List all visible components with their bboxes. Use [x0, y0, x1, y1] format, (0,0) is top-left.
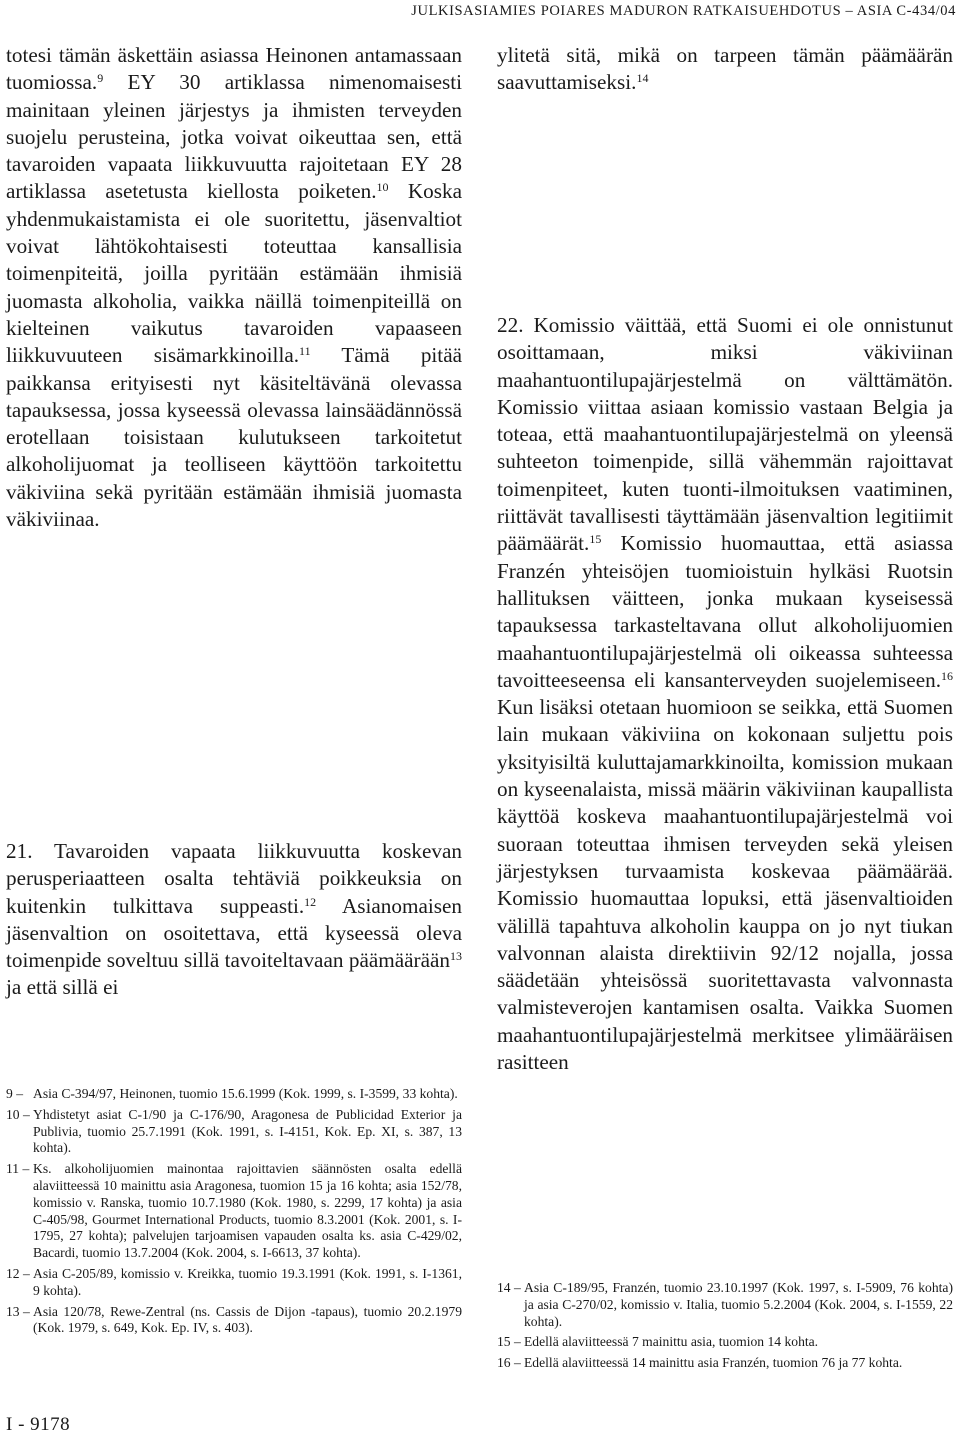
right-footnotes: [497, 1280, 953, 1376]
paragraph-text: Koska yhdenmukaistamista ei ole suoritettu, jäsenvaltiot voivat lähtökohtaisesti toteuttaa kansallisia toimenpiteitä, joilla pyritään estämään ihmisiä juomasta alkoholia, vaikka näillä toimenpiteillä on kielteinen vaikutus tavaroiden vapaaseen liikkuvuuteen sisämarkkinoilla.: [6, 179, 462, 368]
footnote-label: 15 –: [497, 1334, 521, 1350]
footnote-label: 12 –: [6, 1265, 30, 1281]
running-title: JULKISASIAMIES POIARES MADURON RATKAISUEHDOTUS – ASIA C-434/04: [411, 3, 956, 19]
left-column: [6, 42, 462, 533]
footnote-ref-13[interactable]: 13: [450, 949, 462, 964]
paragraph-text: EY 30 artiklassa nimenomaisesti mainitaan yleinen järjestys ja ihmisten terveyden suojelu perusteina, jotka voivat oikeuttaa sen, että tavaroiden vapaata liikkuvuutta rajoitetaan EY 28 artiklassa asetetusta kiellosta poiketen.: [6, 70, 462, 204]
paragraph-continued: [497, 42, 953, 97]
paragraph-text: Tämä pitää paikkansa erityisesti nyt käsiteltävänä olevassa tapauksessa, jossa kyseessä olevassa lainsäädännössä erotellaan toisistaan kulutukseen tarkoitetut alkoholijuomat ja teolliseen käyttöön tarkoitettu väkiviina sekä pyritään estämään ihmisiä juomasta väkiviinaa.: [6, 343, 462, 532]
footnote-ref-16[interactable]: 16: [941, 668, 953, 683]
footnote: [497, 1334, 953, 1351]
paragraph-text: Komissio huomauttaa, että asiassa Franzén yhteisöjen tuomioistuin hylkäsi Ruotsin hallituksen väitteen, jonka mukaan kyseisessä tapauksessa tarkasteltavana ollut alkoholijuomien maahantuontilupajärjestelmä oli oikeassa suhteessa tavoitteeseensa eli kansanterveyden suojelemiseen.: [497, 531, 953, 692]
paragraph-text: Asianomaisen jäsenvaltion on osoitettava, että kyseessä oleva toimenpide soveltuu sillä tavoiteltavaan päämäärään: [6, 893, 462, 973]
footnote-text: Asia C-394/97, Heinonen, tuomio 15.6.1999 (Kok. 1999, s. I-3599, 33 kohta).: [33, 1086, 458, 1101]
footnote: [497, 1280, 953, 1330]
footnote-text: Edellä alaviitteessä 14 mainittu asia Franzén, tuomion 76 ja 77 kohta.: [524, 1355, 903, 1371]
footnote-ref-15[interactable]: 15: [589, 532, 602, 547]
footnote: [6, 1266, 462, 1300]
footnote: [6, 1161, 462, 1262]
footnote-ref-11[interactable]: 11: [299, 344, 311, 359]
footnote: [6, 1107, 462, 1157]
footnote-label: 16 –: [497, 1355, 521, 1371]
paragraph-text: Kun lisäksi otetaan huomioon se seikka, että Suomen lain mukaan väkiviina on kokonaan suljettu pois yksityisiltä kuluttajamarkkinoilta, komission mukaan on kyseenalaista, missä määrin väkiviinan kaupallista käyttöä koskeva maahantuontilupajärjestelmä voi suoraan toteuttaa ihmisen terveyden sekä yleisen järjestyksen turvaamista koskevaa päämäärää. Komissio huomauttaa lopuksi, että jäsenvaltioiden välillä tapahtuva alkoholin kauppa on jo nyt tiukan valvonnan alaista direktiivin 92/12 nojalla, jossa säädetään yhteisössä suoritettavasta valvonnasta valmisteverojen kantamisen osalta. Vaikka Suomen maahantuontilupajärjestelmä merkitsee ylimääräisen rasitteen: [497, 695, 953, 1075]
paragraph-number: 21.: [6, 839, 33, 863]
paragraph-22: [497, 312, 953, 1076]
footnote-label: 14 –: [497, 1280, 521, 1295]
footnote-text: Asia C-205/89, komissio v. Kreikka, tuomio 19.3.1991 (Kok. 1991, s. I-1361, 9 kohta).: [33, 1265, 462, 1298]
page-number: I - 9178: [6, 1414, 71, 1435]
paragraph-continued: [6, 42, 462, 533]
paragraph-number: 22.: [497, 313, 524, 337]
footnote-text: Yhdistetyt asiat C-1/90 ja C-176/90, Aragonesa de Publicidad Exterior ja Publivia, tuomio 25.7.1991 (Kok. 1991, s. I-4151, Kok. Ep. XI, s. 387, 13 kohta).: [33, 1106, 462, 1156]
paragraph-21: [6, 838, 462, 1002]
footnote-label: 10 –: [6, 1106, 30, 1122]
footnote-ref-12[interactable]: 12: [304, 894, 317, 909]
paragraph-text: ja että sillä ei: [6, 975, 119, 1000]
footnote-ref-14[interactable]: 14: [636, 71, 649, 86]
footnote: [6, 1304, 462, 1338]
paragraph-text: ylitetä sitä, mikä on tarpeen tämän päämäärän saavuttamiseksi.: [497, 43, 953, 95]
footnote-text: Ks. alkoholijuomien mainontaa rajoittavien säännösten osalta edellä alaviitteessä 10 mainittu asia Aragonesa, tuomion 15 ja 16 kohta; asia 152/78, komissio v. Ranska, tuomio 10.7.1980 (Kok. 1980, s. 2299, 17 kohta) ja asia C-405/98, Gourmet International Products, tuomio 8.3.2001 (Kok. 2001, s. I-1795, 27 kohta); palvelujen tarjoamisen vapauden osalta ks. asia C-429/02, Bacardi, tuomio 13.7.2004 (Kok. 2004, s. I-6613, 37 kohta).: [33, 1161, 462, 1261]
footnote-label: 13 –: [6, 1303, 30, 1319]
footnote-text: Edellä alaviitteessä 7 mainittu asia, tuomion 14 kohta.: [524, 1334, 819, 1350]
footnote: [6, 1086, 462, 1103]
footnote-text: Asia C-189/95, Franzén, tuomio 23.10.1997 (Kok. 1997, s. I-5909, 76 kohta) ja asia C-270/02, komissio v. Italia, tuomio 5.2.2004 (Kok. 2004, s. I-1559, 22 kohta).: [524, 1280, 953, 1329]
right-column-top: [497, 42, 953, 97]
left-footnotes: [6, 1086, 462, 1341]
footnote-label: 9 –: [6, 1086, 23, 1101]
paragraph-text: totesi tämän äskettäin asiassa Heinonen antamassaan tuomiossa.: [6, 43, 462, 95]
paragraph-text: Tavaroiden vapaata liikkuvuutta koskevan perusperiaatteen osalta tehtäviä poikkeuksia on kuitenkin tulkittava suppeasti.: [6, 839, 462, 918]
paragraph-text: Komissio väittää, että Suomi ei ole onnistunut osoittamaan, miksi väkiviinan maahantuontilupajärjestelmä on välttämätön. Komissio viittaa asiaan komissio vastaan Belgia ja toteaa, että maahantuontilupajärjestelmä on yleensä suhteeton toimenpide, sillä vähemmän rajoittavat toimenpiteet, kuten tuonti-ilmoituksen vaatiminen, riittävät tavallisesti täyttämään jäsenvaltion legitiimit päämäärät.: [497, 313, 953, 556]
footnote: [497, 1355, 953, 1372]
footnote-ref-10[interactable]: 10: [376, 180, 389, 195]
footnote-label: 11 –: [6, 1161, 30, 1177]
footnote-ref-9[interactable]: 9: [97, 71, 104, 86]
paragraph-21-wrap: [6, 838, 462, 1002]
footnote-text: Asia 120/78, Rewe-Zentral (ns. Cassis de Dijon -tapaus), tuomio 20.2.1979 (Kok. 1979, s. 649, Kok. Ep. IV, s. 403).: [33, 1303, 462, 1336]
paragraph-22-wrap: [497, 312, 953, 1076]
